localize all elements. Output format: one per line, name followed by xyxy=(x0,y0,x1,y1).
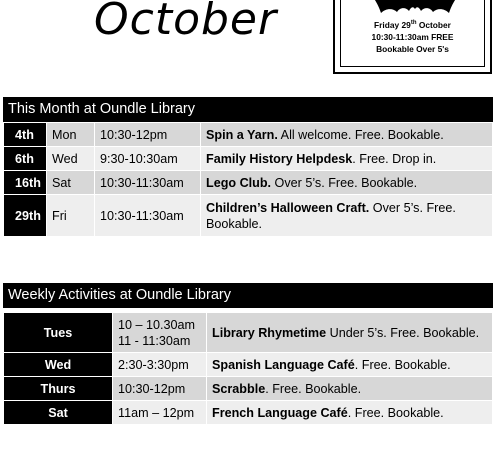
event-description xyxy=(201,195,493,237)
poster-line-time: 10:30-11:30am FREE xyxy=(371,32,454,42)
event-details: All welcome. Free. Bookable. xyxy=(277,127,444,142)
event-time: 10:30-12pm xyxy=(95,123,201,147)
poster-inner-frame xyxy=(340,0,485,67)
event-day: Sat xyxy=(47,171,95,195)
table-row xyxy=(4,123,493,147)
activity-details: . Free. Bookable. xyxy=(354,357,451,372)
monthly-section-header: This Month at Oundle Library xyxy=(3,97,493,122)
table-row xyxy=(4,401,493,425)
activity-day: Sat xyxy=(4,401,113,425)
activity-title: Scrabble xyxy=(212,381,266,396)
activity-description xyxy=(207,313,493,353)
activity-title: Library Rhymetime xyxy=(212,325,327,340)
event-day: Mon xyxy=(47,123,95,147)
event-time: 10:30-11:30am xyxy=(95,171,201,195)
table-row xyxy=(4,147,493,171)
activity-description xyxy=(207,401,493,425)
activity-description xyxy=(207,377,493,401)
event-title: Family History Helpdesk xyxy=(206,151,353,166)
event-title: Lego Club. xyxy=(206,175,272,190)
event-title: Spin a Yarn. xyxy=(206,127,278,142)
page-title: October xyxy=(94,0,278,45)
event-day: Wed xyxy=(47,147,95,171)
halloween-poster xyxy=(333,0,492,74)
event-time: 10:30-11:30am xyxy=(95,195,201,237)
event-details: Over 5’s. Free. Bookable. xyxy=(271,175,418,190)
weekly-activities-table xyxy=(3,312,493,425)
table-row xyxy=(4,353,493,377)
event-time: 9:30-10:30am xyxy=(95,147,201,171)
poster-line-date: Friday 29th October xyxy=(374,20,451,30)
poster-line-audience: Bookable Over 5's xyxy=(376,44,449,54)
table-row xyxy=(4,377,493,401)
event-description xyxy=(201,123,493,147)
activity-title: French Language Café xyxy=(212,405,348,420)
table-row xyxy=(4,313,493,353)
poster-text xyxy=(341,19,484,55)
event-details: . Free. Drop in. xyxy=(352,151,437,166)
event-day: Fri xyxy=(47,195,95,237)
monthly-events-table xyxy=(3,122,493,237)
event-date: 4th xyxy=(4,123,47,147)
activity-time: 10 – 10.30am 11 - 11:30am xyxy=(113,313,207,353)
activity-details: . Free. Bookable. xyxy=(347,405,444,420)
event-description xyxy=(201,147,493,171)
table-row xyxy=(4,195,493,237)
activity-time: 10:30-12pm xyxy=(113,377,207,401)
activity-description xyxy=(207,353,493,377)
activity-day: Tues xyxy=(4,313,113,353)
weekly-section-header: Weekly Activities at Oundle Library xyxy=(3,283,493,308)
event-date: 29th xyxy=(4,195,47,237)
table-row xyxy=(4,171,493,195)
bat-icon xyxy=(371,0,459,17)
activity-day: Wed xyxy=(4,353,113,377)
event-date: 16th xyxy=(4,171,47,195)
activity-time: 2:30-3:30pm xyxy=(113,353,207,377)
activity-details: . Free. Bookable. xyxy=(265,381,362,396)
activity-title: Spanish Language Café xyxy=(212,357,355,372)
event-date: 6th xyxy=(4,147,47,171)
activity-details: Under 5’s. Free. Bookable. xyxy=(326,325,480,340)
activity-time: 11am – 12pm xyxy=(113,401,207,425)
event-description xyxy=(201,171,493,195)
event-details: Over 5’s. Free. Bookable. xyxy=(206,200,456,231)
activity-day: Thurs xyxy=(4,377,113,401)
event-title: Children’s Halloween Craft. xyxy=(206,200,370,215)
